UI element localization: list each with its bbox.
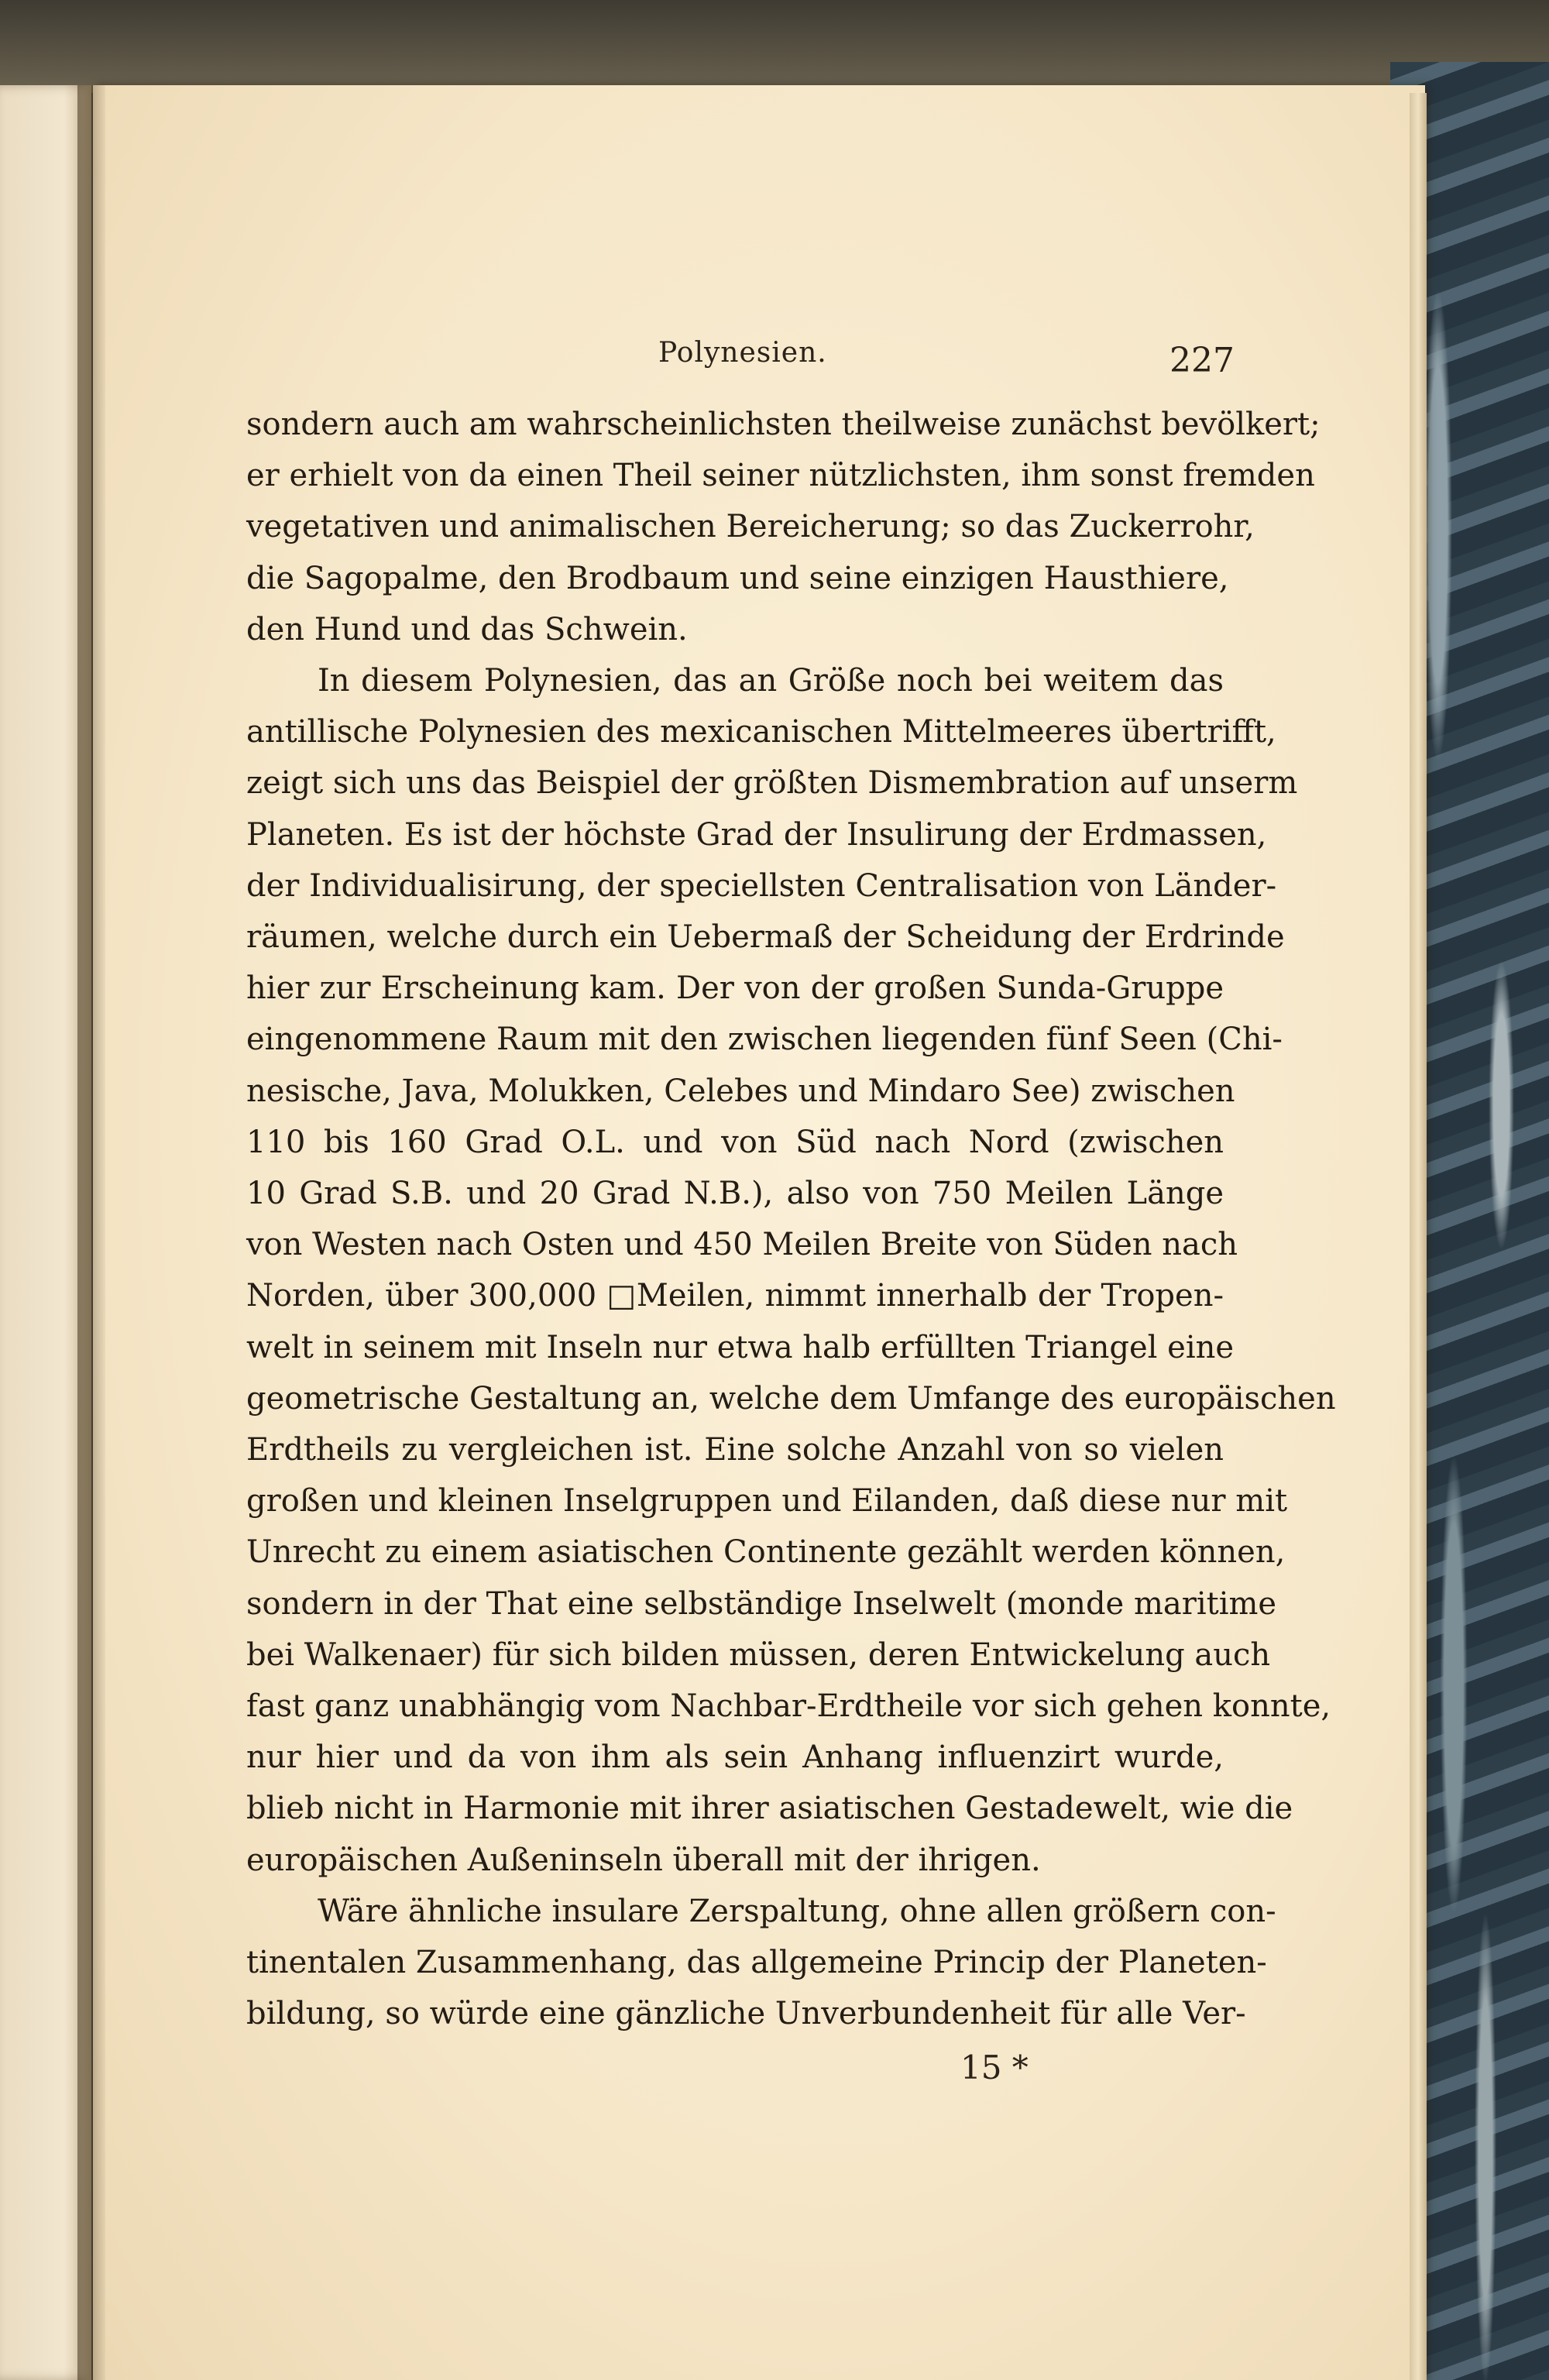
text-line: er erhielt von da einen Theil seiner nützlichsten, ihm sonst fremden <box>246 458 1315 494</box>
text-line: sondern auch am wahrscheinlichsten theilweise zunächst bevölkert; <box>246 407 1321 442</box>
text-line: Planeten. Es ist der höchste Grad der Insulirung der Erdmassen, <box>246 816 1267 853</box>
text-line: zeigt sich uns das Beispiel der größten Dismembration auf unserm <box>246 765 1298 802</box>
book-gutter <box>77 85 105 2380</box>
body-text <box>246 399 1336 2040</box>
text-line: räumen, welche durch ein Uebermaß der Scheidung der Erdrinde <box>246 919 1285 956</box>
text-line: blieb nicht in Harmonie mit ihrer asiatischen Gestadewelt, wie die <box>246 1791 1293 1827</box>
text-line: Wäre ähnliche insulare Zerspaltung, ohne allen größern con- <box>318 1893 1276 1929</box>
text-line: den Hund und das Schwein. <box>246 611 688 647</box>
text-line: vegetativen und animalischen Bereicherung; so das Zuckerrohr, <box>246 509 1255 545</box>
text-line: von Westen nach Osten und 450 Meilen Breite von Süden nach <box>246 1227 1238 1263</box>
text-line: sondern in der That eine selbständige Inselwelt (monde maritime <box>246 1585 1277 1622</box>
text-line: tinentalen Zusammenhang, das allgemeine Princip der Planeten- <box>246 1945 1267 1981</box>
text-line: der Individualisirung, der speciellsten Centralisation von Länder- <box>246 867 1277 904</box>
text-line: In diesem Polynesien, das an Größe noch bei weitem das <box>318 663 1224 699</box>
text-line: antillische Polynesien des mexicanischen Mittelmeeres übertrifft, <box>246 714 1276 750</box>
text-line: hier zur Erscheinung kam. Der von der großen Sunda-Gruppe <box>246 970 1224 1007</box>
text-line: die Sagopalme, den Brodbaum und seine einzigen Hausthiere, <box>246 560 1229 596</box>
signature-mark: 15 * <box>960 2049 1029 2086</box>
text-line: bei Walkenaer) für sich bilden müssen, deren Entwickelung auch <box>246 1636 1271 1673</box>
text-line: Norden, über 300,000 □Meilen, nimmt innerhalb der Tropen- <box>246 1278 1224 1314</box>
text-line: nur hier und da von ihm als sein Anhang influenzirt wurde, <box>246 1739 1224 1776</box>
page-edge <box>1410 93 1427 2380</box>
text-line: geometrische Gestaltung an, welche dem Umfange des europäischen <box>246 1380 1336 1417</box>
text-line: nesische, Java, Molukken, Celebes und Mindaro See) zwischen <box>246 1073 1235 1109</box>
text-line: welt in seinem mit Inseln nur etwa halb erfüllten Triangel eine <box>246 1329 1235 1365</box>
backdrop <box>0 0 1549 93</box>
text-line: europäischen Außeninseln überall mit der ihrigen. <box>246 1842 1041 1878</box>
text-line: bildung, so würde eine gänzliche Unverbundenheit für alle Ver- <box>246 1996 1246 2032</box>
page-number: 227 <box>1169 341 1235 380</box>
text-line: Unrecht zu einem asiatischen Continente gezählt werden können, <box>246 1534 1286 1571</box>
text-line: 10 Grad S.B. und 20 Grad N.B.), also von 750 Meilen Länge <box>246 1176 1224 1212</box>
text-line: eingenommene Raum mit den zwischen liegenden fünf Seen (Chi- <box>246 1022 1283 1058</box>
text-line: 110 bis 160 Grad O.L. und von Süd nach Nord (zwischen <box>246 1124 1224 1160</box>
text-line: fast ganz unabhängig vom Nachbar-Erdtheile vor sich gehen konnte, <box>246 1688 1331 1725</box>
text-line: Erdtheils zu vergleichen ist. Eine solche Anzahl von so vielen <box>246 1432 1224 1468</box>
running-head: Polynesien. <box>658 337 827 369</box>
text-line: großen und kleinen Inselgruppen und Eilanden, daß diese nur mit <box>246 1483 1288 1520</box>
